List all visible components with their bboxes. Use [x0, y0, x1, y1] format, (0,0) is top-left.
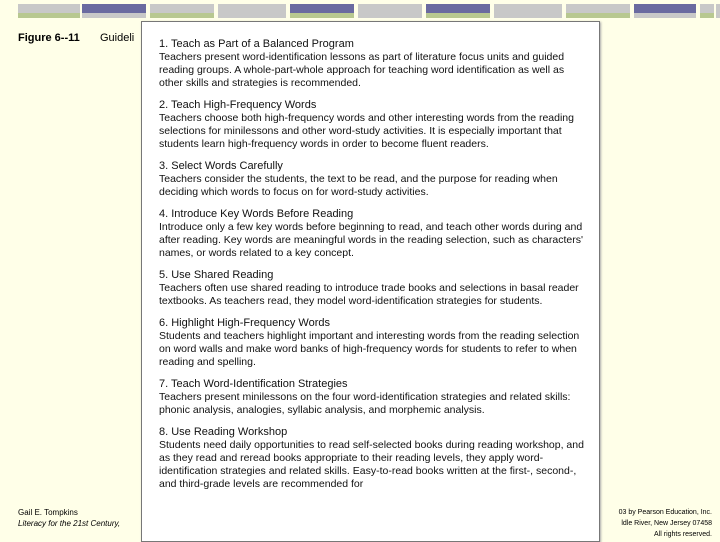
guideline-item — [159, 426, 589, 491]
guideline-body: Students need daily opportunities to read self-selected books during reading workshop, and as they read and reread books appropriate to their reading levels, they apply word-identification strategies and related skills. Easy-to-read books written at the first-, second-, and third-grade levels are recommended for — [159, 439, 584, 490]
bar-block — [700, 4, 714, 18]
guideline-heading: 5. Use Shared Reading — [159, 269, 274, 281]
guideline-heading: 4. Introduce Key Words Before Reading — [159, 208, 354, 220]
guideline-heading: 7. Teach Word-Identification Strategies — [159, 378, 348, 390]
bar-block — [716, 4, 720, 18]
bar-block — [634, 4, 696, 18]
guideline-item — [159, 208, 589, 260]
bar-block — [18, 4, 80, 18]
guideline-item — [159, 160, 589, 199]
guideline-heading: 3. Select Words Carefully — [159, 160, 283, 172]
guideline-body: Teachers present word-identification lessons as part of literature focus units and guided reading groups. A whole-part-whole approach for teaching word identification as well as other skills and strategies is recommended. — [159, 51, 565, 89]
guideline-heading: 1. Teach as Part of a Balanced Program — [159, 38, 354, 50]
guideline-item — [159, 99, 589, 151]
copyright-line: 03 by Pearson Education, Inc. — [618, 509, 712, 516]
figure-label: Figure 6--11 — [18, 32, 80, 44]
bar-block — [494, 4, 562, 18]
author-name: Gail E. Tompkins — [18, 508, 78, 517]
copyright-line: ldle River, New Jersey 07458 — [621, 520, 712, 527]
guideline-item — [159, 317, 589, 369]
copyright-notice — [600, 507, 712, 540]
figure-title: Guideli — [100, 32, 135, 44]
guideline-body: Introduce only a few key words before beginning to read, and teach other words during and after reading. Key words are meaningful words in the reading selection, such as characters' names, or words related to a key concept. — [159, 221, 583, 259]
book-title: Literacy for the 21st Century, — [18, 519, 121, 528]
guideline-heading: 6. Highlight High-Frequency Words — [159, 317, 330, 329]
bar-block — [566, 4, 630, 18]
bar-block — [218, 4, 286, 18]
guideline-body: Teachers choose both high-frequency words and other interesting words from the reading selections for minilessons and other word-study activities. It is especially important that students learn high-frequency words in order to become fluent readers. — [159, 112, 574, 150]
guideline-body: Students and teachers highlight important and interesting words from the reading selection on word walls and make word banks of high-frequency words for students to refer to when reading and spelling. — [159, 330, 580, 368]
top-decorative-bar — [0, 0, 720, 22]
guideline-body: Teachers present minilessons on the four word-identification strategies and related skills: phonic analysis, analogies, syllabic analysis, and morphemic analysis. — [159, 391, 571, 416]
guidelines-list — [159, 38, 589, 500]
guideline-heading: 8. Use Reading Workshop — [159, 426, 288, 438]
guideline-item — [159, 378, 589, 417]
guideline-heading: 2. Teach High-Frequency Words — [159, 99, 317, 111]
guidelines-document — [141, 21, 600, 542]
guideline-body: Teachers often use shared reading to introduce trade books and selections in basal reader textbooks. As teachers read, they model word-identification strategies for students. — [159, 282, 579, 307]
author-credit — [18, 507, 120, 529]
guideline-item — [159, 38, 589, 90]
guideline-item — [159, 269, 589, 308]
copyright-line: All rights reserved. — [654, 531, 712, 538]
bar-block — [82, 4, 146, 18]
bar-block — [426, 4, 490, 18]
bar-block — [358, 4, 422, 18]
bar-block — [150, 4, 214, 18]
guideline-body: Teachers consider the students, the text to be read, and the purpose for reading when deciding which words to focus on for word-study activities. — [159, 173, 558, 198]
bar-block — [290, 4, 354, 18]
